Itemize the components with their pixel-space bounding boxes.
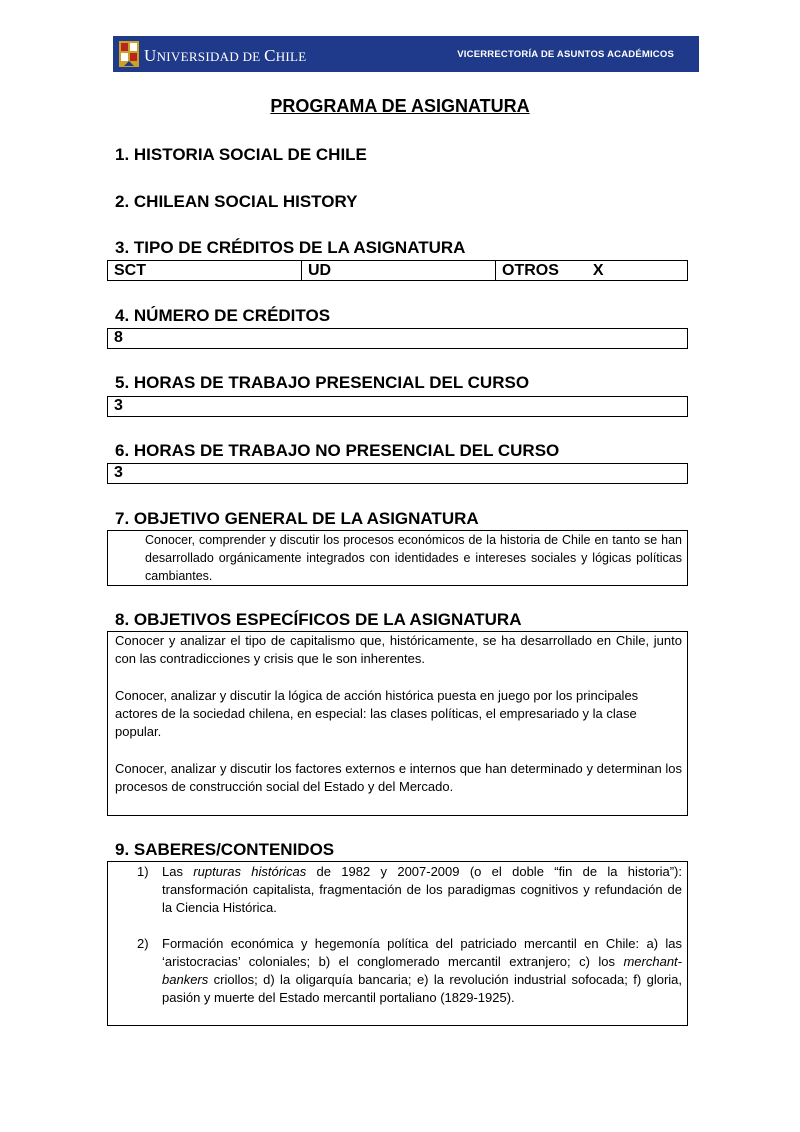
university-shield-icon [118, 40, 140, 68]
horas-no-presencial-box [107, 463, 688, 484]
section-8-heading: 8. OBJETIVOS ESPECÍFICOS DE LA ASIGNATURA [115, 610, 522, 629]
section-6-heading: 6. HORAS DE TRABAJO NO PRESENCIAL DEL CURSO [115, 441, 560, 460]
objetivo-especifico-2: Conocer, analizar y discutir la lógica de acción histórica puesta en juego por los principales actores de la sociedad chilena, en especial: las clases políticas, el empresariado y la clase popular. [115, 688, 639, 739]
credit-type-otros: OTROS X [495, 260, 688, 281]
page-title: PROGRAMA DE ASIGNATURA [270, 96, 530, 116]
contenido-number: 2) [137, 936, 149, 951]
creditos-box [107, 328, 688, 349]
section-2-heading: 2. CHILEAN SOCIAL HISTORY [115, 192, 358, 211]
section-9-heading: 9. SABERES/CONTENIDOS [115, 840, 335, 859]
contenido-text: Las rupturas históricas de 1982 y 2007-2009 (o el doble “fin de la historia”): transformación capitalista, fragmentación de los paradigmas cognitivos y refundación de la Ciencia Histórica. [162, 864, 682, 915]
section-5-heading: 5. HORAS DE TRABAJO PRESENCIAL DEL CURSO [115, 373, 530, 392]
horas-no-presencial-value: 3 [114, 464, 123, 481]
objetivo-general-text: Conocer, comprender y discutir los procesos económicos de la historia de Chile en tanto se han desarrollado orgánicamente integrados con identidades e intereses sociales y lógicas políticas cambiantes. [145, 533, 682, 583]
section-4-heading: 4. NÚMERO DE CRÉDITOS [115, 306, 331, 325]
contenido-text: Formación económica y hegemonía política del patriciado mercantil en Chile: a) las ‘aristocracias’ coloniales; b) el conglomerado mercantil extranjero; c) los merchant-bankers criollos; d) la oligarquía bancaria; e) la revolución industrial sofocada; f) gloria, pasión y muerte del Estado mercantil portaliano (1829-1925). [162, 936, 682, 1005]
objetivo-especifico-1: Conocer y analizar el tipo de capitalismo que, históricamente, se ha desarrollado en Chile, junto con las contradicciones y crisis que le son inherentes. [115, 633, 682, 666]
section-3-heading: 3. TIPO DE CRÉDITOS DE LA ASIGNATURA [115, 238, 466, 257]
credit-type-sct: SCT [107, 260, 302, 281]
section-7-heading: 7. OBJETIVO GENERAL DE LA ASIGNATURA [115, 509, 479, 528]
credit-type-ud: UD [301, 260, 496, 281]
contenido-number: 1) [137, 864, 149, 879]
credit-type-mark: X [592, 262, 604, 279]
horas-presencial-value: 3 [114, 397, 123, 414]
vicerrectoria-label: VICERRECTORÍA DE ASUNTOS ACADÉMICOS [457, 49, 674, 60]
university-name: UNIVERSIDAD DE CHILE [144, 46, 307, 65]
objetivo-especifico-3: Conocer, analizar y discutir los factores externos e internos que han determinado y determinan los procesos de construcción social del Estado y del Mercado. [115, 761, 682, 794]
horas-presencial-box [107, 396, 688, 417]
creditos-value: 8 [114, 329, 123, 346]
section-1-heading: 1. HISTORIA SOCIAL DE CHILE [115, 145, 367, 164]
